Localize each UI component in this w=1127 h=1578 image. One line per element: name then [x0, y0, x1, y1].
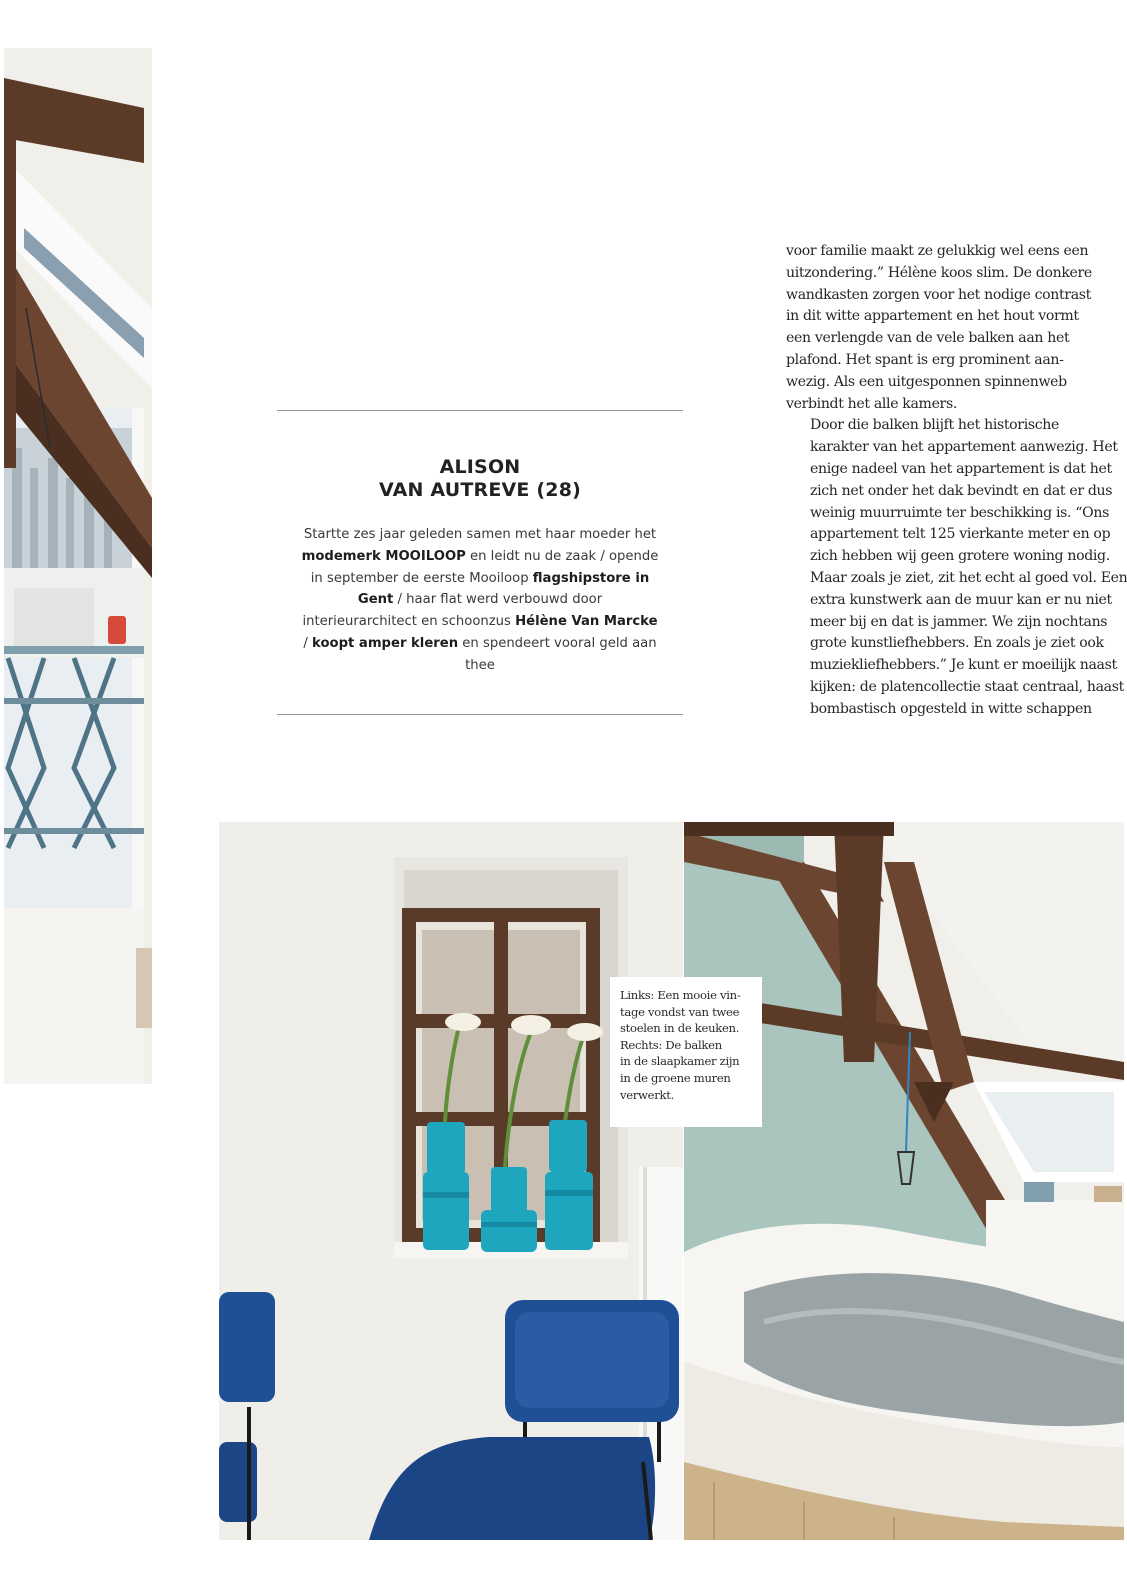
text-line: wezig. Als een uitgesponnen spinnenweb	[786, 373, 1067, 390]
text-line: Links: Een mooie vin-	[620, 988, 741, 1002]
profile-bottom-rule	[277, 714, 683, 715]
text-line: grote kunstliefhebbers. En zoals je ziet ook	[810, 635, 1104, 652]
left-photo-attic-window	[4, 48, 152, 1084]
text-line: wandkasten zorgen voor het nodige contrast	[786, 286, 1091, 303]
profile-name-first: ALISON	[439, 456, 521, 478]
text-line: een verlengde van de vele balken aan het	[786, 330, 1070, 347]
text-line: Maar zoals je ziet, zit het echt al goed vol. Een	[810, 569, 1127, 586]
photo-caption	[620, 987, 756, 1103]
profile-bio-text: / haar flat werd verbouwd door interieurarchitect en schoonzus	[302, 592, 603, 630]
profile-top-rule	[277, 410, 683, 411]
photo-bedroom-beams	[684, 822, 1124, 1540]
profile-name	[277, 456, 683, 502]
text-line: in de groene muren	[620, 1070, 731, 1085]
photo-caption-box	[610, 977, 762, 1127]
bedroom-illustration	[684, 822, 1124, 1540]
text-line: uitzondering.” Hélène koos slim. De donkere	[786, 264, 1092, 281]
text-line: in de slaapkamer zijn	[620, 1054, 740, 1069]
photo-kitchen-chairs	[219, 822, 683, 1540]
profile-bio-highlight: Hélène Van Marcke	[515, 614, 658, 630]
profile-bio-text: Startte zes jaar geleden samen met haar moeder het	[303, 527, 657, 542]
text-line: muziekliefhebbers.” Je kunt er moeilijk naast	[810, 657, 1117, 674]
profile-bio-text: en leidt nu de zaak / opende in september de eerste Mooiloop	[310, 548, 659, 586]
text-line: kijken: de platencollectie staat centraal, haast	[810, 678, 1124, 695]
text-line: Rechts: De balken	[620, 1037, 722, 1052]
text-line: plafond. Het spant is erg prominent aan-	[786, 351, 1064, 368]
profile-bio	[300, 524, 660, 677]
profile-bio-highlight: flagshipstore in Gent	[357, 570, 650, 608]
text-line: verbindt het alle kamers.	[786, 395, 957, 412]
article-paragraph-1	[786, 241, 1112, 415]
text-line: verwerkt.	[620, 1087, 674, 1102]
text-line: zich net onder het dak bevindt en dat er dus	[810, 482, 1113, 499]
text-line: meer bij en dat is jammer. We zijn nochtans	[810, 613, 1108, 630]
text-line: Door die balken blijft het historische	[810, 417, 1059, 434]
text-line: extra kunstwerk aan de muur kan er nu niet	[810, 591, 1112, 608]
text-line: enige nadeel van het appartement is dat het	[810, 460, 1112, 477]
text-line: weinig muurruimte ter beschikking is. “Ons	[810, 504, 1109, 521]
text-line: karakter van het appartement aanwezig. Het	[810, 439, 1118, 456]
article-body	[786, 241, 1127, 721]
text-line: in dit witte appartement en het hout vormt	[786, 308, 1079, 325]
article-paragraph-2	[786, 415, 1127, 720]
profile-name-last: VAN AUTREVE (28)	[378, 479, 582, 501]
profile-bio-highlight: koopt amper kleren	[312, 635, 459, 651]
text-line: appartement telt 125 vierkante meter en op	[810, 526, 1111, 543]
text-line: voor familie maakt ze gelukkig wel eens een	[786, 243, 1089, 259]
text-line: bombastisch opgesteld in witte schappen	[810, 700, 1092, 717]
text-line: stoelen in de keuken.	[620, 1021, 740, 1036]
profile-bio-text: /	[303, 635, 313, 651]
text-line: tage vondst van twee	[620, 1004, 740, 1019]
text-line: zich hebben wij geen grotere woning nodig.	[810, 548, 1110, 565]
profile-bio-highlight: modemerk MOOILOOP	[301, 548, 466, 564]
attic-window-illustration	[4, 48, 152, 1084]
kitchen-illustration	[219, 822, 683, 1540]
profile-bio-text: en spendeert vooral geld aan thee	[458, 635, 657, 673]
